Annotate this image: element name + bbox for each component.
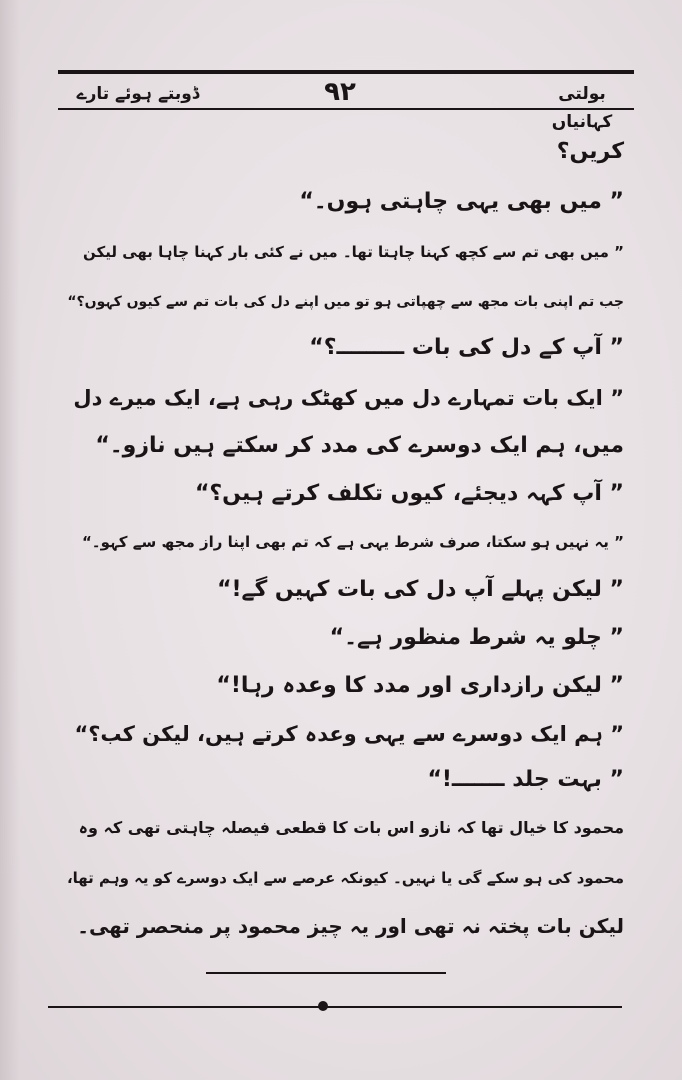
footer-ornament-dot (318, 1001, 328, 1011)
page-edge-shadow (0, 0, 20, 1080)
header-chapter-title: ڈوبتے ہوئے تارے (76, 84, 200, 104)
text-line-7: میں، ہم ایک دوسرے کی مدد کر سکتے ہیں نازو۔“ (95, 433, 624, 458)
text-line-16: محمود کی ہو سکے گی یا نہیں۔ کیونکہ عرصے سے ایک دوسرے کو یہ وہم تھا، (66, 869, 624, 887)
text-line-14: ” بہت جلد ـــــــ!“ (427, 767, 624, 792)
header-rule-thin (58, 108, 634, 110)
text-line-13: ” ہم ایک دوسرے سے یہی وعدہ کرتے ہیں، لیکن کب؟“ (74, 722, 624, 746)
text-line-3: ” میں بھی تم سے کچھ کہنا چاہتا تھا۔ میں نے کئی بار کہنا چاہا بھی لیکن (83, 243, 624, 261)
header-rule-thick (58, 70, 634, 74)
text-line-2: ” میں بھی یہی چاہتی ہوں۔“ (299, 189, 624, 214)
text-line-4: جب تم اپنی بات مجھ سے چھپاتی ہو تو میں اپنے دل کی بات تم سے کیوں کہوں؟“ (67, 294, 624, 310)
text-line-10: ” لیکن پہلے آپ دل کی بات کہیں گے!“ (217, 577, 624, 602)
text-line-9: ” یہ نہیں ہو سکتا، صرف شرط یہی ہے کہ تم بھی اپنا راز مجھ سے کہو۔“ (81, 533, 624, 551)
text-line-11: ” چلو یہ شرط منظور ہے۔“ (329, 625, 624, 650)
page-number: ۹۲ (324, 77, 356, 107)
text-line-5: ” آپ کے دل کی بات ـــــــــ؟“ (309, 335, 624, 360)
text-line-12: ” لیکن رازداری اور مدد کا وعدہ رہا!“ (216, 673, 624, 698)
footer-rule-short (206, 972, 446, 974)
text-line-17: لیکن بات پختہ نہ تھی اور یہ چیز محمود پر منحصر تھی۔ (77, 914, 624, 938)
text-line-15: محمود کا خیال تھا کہ نازو اس بات کا قطعی فیصلہ چاہتی تھی کہ وہ (78, 818, 624, 837)
header-book-title: بولتی کہانیاں (551, 84, 613, 132)
text-line-8: ” آپ کہہ دیجئے، کیوں تکلف کرتے ہیں؟“ (194, 481, 624, 506)
text-line-6: ” ایک بات تمہارے دل میں کھٹک رہی ہے، ایک میرے دل (73, 386, 624, 410)
text-line-1: کریں؟ (556, 139, 624, 164)
footer-rule-long (48, 1006, 622, 1008)
